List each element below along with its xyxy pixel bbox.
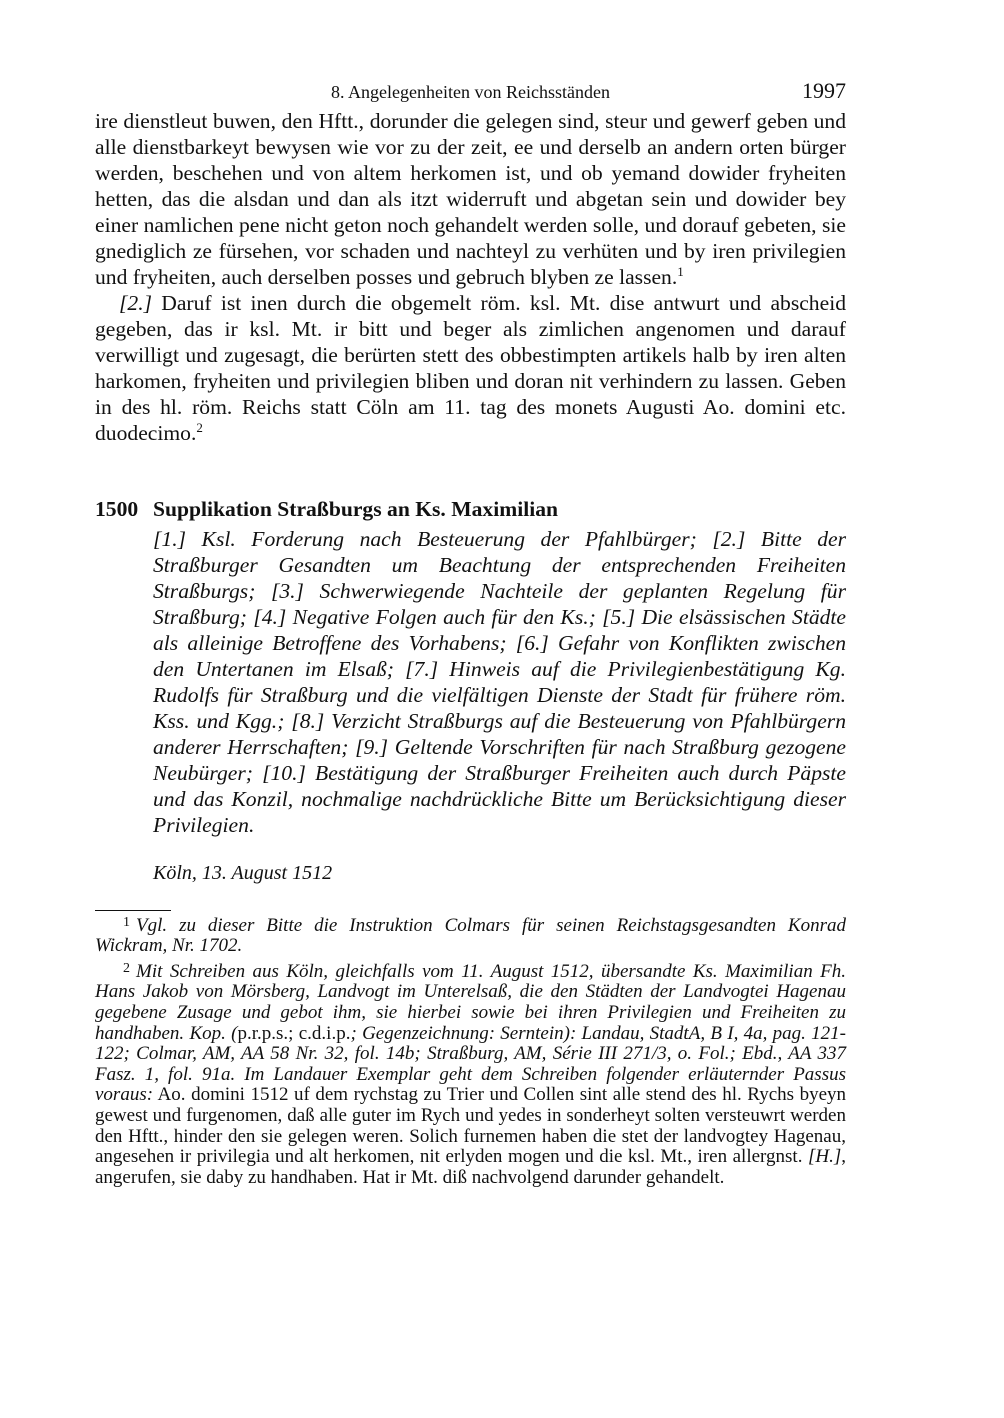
footnote-2: [95, 962, 846, 1189]
footnote-mark: 2: [123, 960, 130, 976]
footnote-ref-1[interactable]: 1: [677, 264, 684, 279]
paragraph-continuation: [95, 108, 846, 290]
footnote-quote: , angerufen, sie daby zu handhaben. Hat ir Mt. diß nachvolgend darunder gehandelt.: [95, 1146, 846, 1188]
paragraph-text: ire dienstleut buwen, den Hftt., dorunder die gelegen sind, steur und gewerf geben und alle dienstbarkeyt bewysen wie vor zu der zeit, ee und derselb an andern orten bürger werden, beschehen und von altem herkomen ist, und ob yemand dowider fryheiten hetten, das die alsdan und dan als itzt widerruft und abgetan sein und dowider bey einer namlichen pene nicht geton noch gehandelt werden solle, und dorauf gebeten, sie gnediglich ze fürsehen, vor schaden und nachteyl zu verhüten und by iren privilegien und fryheiten, auch derselben posses und gebruch blyben ze lassen.: [95, 109, 846, 289]
document-heading: [95, 496, 846, 522]
paragraph-text: Daruf ist inen durch die obgemelt röm. ksl. Mt. dise antwurt und abscheid gegeben, das ir ksl. Mt. ir bitt und beger als zimlichen angenomen und darauf verwilligt und zugesagt, die berürten stett des obbestimpten artikels halb by iren alten harkomen, fryheiten und privilegien bliben und doran nit verhindern zu lassen. Geben in des hl. röm. Reichs statt Cöln am 11. tag des monets Augusti Ao. domini etc. duodecimo.: [95, 291, 846, 445]
footnote-text: Mit Schreiben aus Köln, gleichfalls vom 11. August 1512, übersandte Ks. Maximilian Fh. Hans Jakob von Mörsberg, Landvogt im Unterelsaß, die den Städten der Landvogtei Hagenau gegebene Zusage und gebot ihm, sie hierbei sowie bei ihren Privilegien und Freiheiten zu handhaben. Kop. (: [95, 960, 846, 1044]
footnote-quote: Ao. domini 1512 uf dem rychstag zu Trier und Collen sint alle stend des hl. Rychs byeyn gewest und furgenomen, daß alle guter im Rych und yedes in sonderheyt solten versteuwrt werden den Hftt., hinder den sie gelegen weren. Solich furnemen haben die stet der landvogtey Hagenau, angesehen ir privilegia und alt herkomen, nit erlyden mogen und die ksl. Mt., iren allergnst.: [95, 1084, 846, 1168]
footnote-mark: 1: [123, 914, 130, 930]
document-title: Supplikation Straßburgs an Ks. Maximilian: [153, 497, 558, 521]
footnote-text: ; Gegenzeichnung: Serntein): Landau, StadtA, B I, 4a, pag. 121-122; Colmar, AM, AA 58 Nr. 32, fol. 14b; Straßburg, AM, Série III 271/3, o. Fol.; Ebd., AA 337 Fasz. 1, fol. 91a. Im Landauer Exemplar geht dem Schreiben folgender erläuternder Passus voraus:: [95, 1022, 846, 1106]
footnote-text: p.r.p.s.; c.d.i.p.: [237, 1022, 351, 1044]
place-date: Köln, 13. August 1512: [153, 861, 333, 884]
paragraph-2: [95, 290, 846, 446]
page-number: 1997: [802, 78, 846, 103]
footnote-ref-2[interactable]: 2: [196, 420, 203, 435]
page: [95, 78, 846, 1188]
regest: [1.] Ksl. Forderung nach Besteuerung der Pfahlbürger; [2.] Bitte der Straßburger Gesandten um Beachtung der entsprechenden Freiheiten Straßburgs; [3.] Schwerwiegende Nachteile der geplanten Regelung für Straßburg; [4.] Negative Folgen auch für den Ks.; [5.] Die elsässischen Städte als alleinige Betroffene des Vorhabens; [6.] Gefahr von Konflikten zwischen den Untertanen im Elsaß; [7.] Hinweis auf die Privilegienbestätigung Kg. Rudolfs für Straßburg und die vielfältigen Dienste der Stadt für frühere röm. Kss. und Kgg.; [8.] Verzicht Straßburgs auf die Besteuerung von Pfahlbürgern anderer Herrschaften; [9.] Geltende Vorschriften für nach Straßburg gezogene Neubürger; [10.] Bestätigung der Straßburger Freiheiten auch durch Päpste und das Konzil, nochmalige nachdrückliche Bitte um Berücksichtigung dieser Privilegien.: [153, 527, 846, 837]
footnote-text: [H.]: [807, 1146, 842, 1168]
document-number: 1500: [95, 497, 139, 521]
footnote-divider: [95, 910, 171, 911]
footnote-text: Vgl. zu dieser Bitte die Instruktion Colmars für seinen Reichstagsgesandten Konrad Wickram, Nr. 1702.: [95, 914, 846, 957]
section-label: [2.]: [119, 291, 153, 315]
footnote-1: [95, 916, 846, 957]
running-title: 8. Angelegenheiten von Reichsständen: [331, 82, 610, 102]
running-head: [95, 78, 846, 108]
